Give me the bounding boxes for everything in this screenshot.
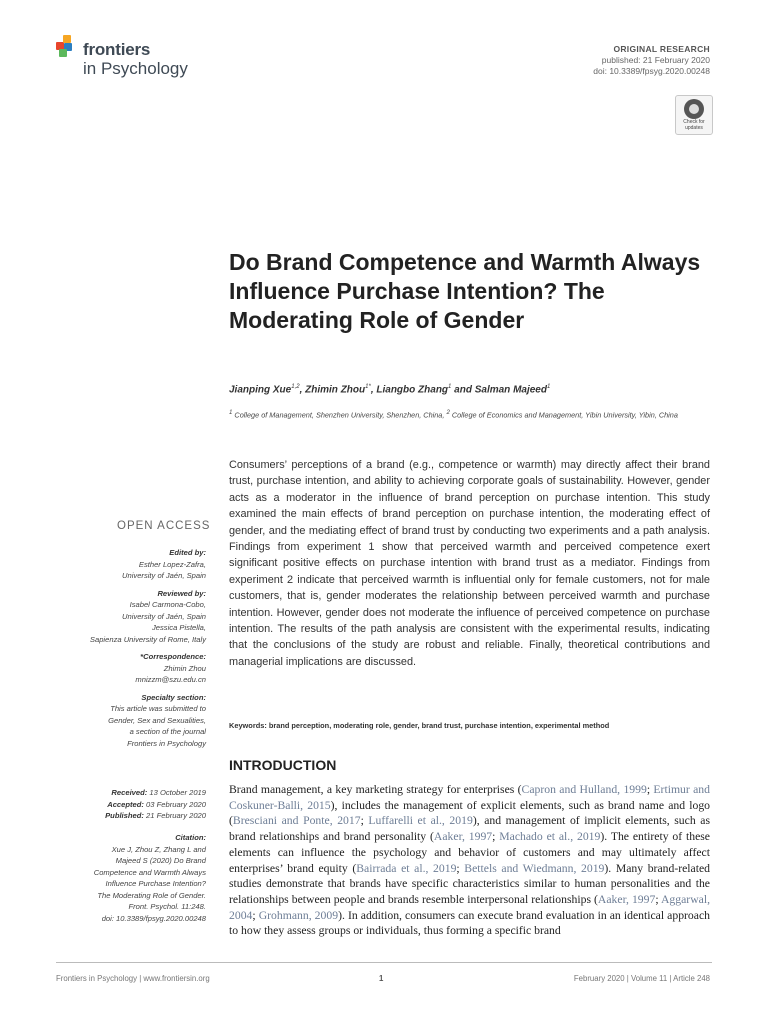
citation-link[interactable]: Machado et al., 2019 xyxy=(499,830,601,844)
specialty-line: Frontiers in Psychology xyxy=(127,738,206,748)
reviewer-name: Isabel Carmona-Cobo, xyxy=(129,600,206,609)
specialty-line: a section of the journal xyxy=(129,727,206,736)
citation-label: Citation: xyxy=(175,833,206,842)
journal-name-line2: in Psychology xyxy=(83,59,188,78)
citation-doi[interactable]: doi: 10.3389/fpsyg.2020.00248 xyxy=(101,913,206,923)
check-updates-icon xyxy=(684,99,704,119)
abstract: Consumers’ perceptions of a brand (e.g., competence or warmth) may directly affect their brand trust, purchase intention, and ability to achieving corporate goals of sustainability. However, gender acts as a moderator in the influence of brand perception on purchase intention. This study examined the main effects of brand perception on purchase intention, the moderating effect of gender, and the mediating effect of brand trust by conducting two experiments and a path analysis. Findings from experiment 1 show that perceived warmth and perceived competence exert significant positive effects on purchase intention with brand trust as a mediator. Findings from experiment 2 indicate that perceived warmth is influential only for female customers, not for male customers, that is, gender moderates the relationship between perceived warmth and purchase intention. However, gender does not moderate the influence of perceived competence on purchase intention. The results of the path analysis are consistent with the experimental results, indicating that the conclusions of the study are robust and reliable. Finally, theoretical contributions and managerial implications are discussed. xyxy=(229,459,710,668)
citation-line: Xue J, Zhou Z, Zhang L and xyxy=(111,844,206,854)
published-date: published: 21 February 2020 xyxy=(601,55,710,65)
body-text: ; xyxy=(456,861,465,875)
citation-link[interactable]: Luffarelli et al., 2019 xyxy=(368,814,473,828)
editorial-sidebar xyxy=(6,547,206,755)
citation-block xyxy=(46,832,206,924)
body-text: ; xyxy=(646,783,654,796)
published-value: 21 February 2020 xyxy=(143,811,206,820)
check-for-updates-button[interactable] xyxy=(675,95,713,135)
correspondence-name: Zhimin Zhou xyxy=(163,663,206,673)
citation-line: Majeed S (2020) Do Brand xyxy=(115,856,206,865)
body-text: ; xyxy=(360,814,369,828)
specialty-line: This article was submitted to xyxy=(110,704,206,713)
author-name[interactable]: Salman Majeed xyxy=(474,384,547,396)
author-affiliation-marker: 1,2 xyxy=(291,384,300,390)
accepted-date xyxy=(6,799,206,811)
reviewer-affiliation: University of Jaén, Spain xyxy=(122,611,206,621)
footer-divider xyxy=(56,962,712,963)
citation-link[interactable]: Grohmann, 2009 xyxy=(258,908,339,922)
editor-affiliation: University of Jaén, Spain xyxy=(122,571,206,580)
citation-link[interactable]: Aaker, 1997 xyxy=(433,830,493,844)
author-list: Jianping Xue$^{1,2}$, Zhimin Zhou$^{1*}$, Liangbo Zhang$^1$ and Salman Majeed$^1$ xyxy=(229,384,551,396)
section-heading-introduction: INTRODUCTION xyxy=(229,757,337,773)
affiliation-text: College of Management, Shenzhen University, Shenzhen, China, xyxy=(232,410,447,420)
reviewer-affiliation: Sapienza University of Rome, Italy xyxy=(89,634,206,644)
specialty-section-label: Specialty section: xyxy=(141,692,206,702)
received-value: 13 October 2019 xyxy=(147,788,206,797)
citation-link[interactable]: Bettels and Wiedmann, 2019 xyxy=(464,861,605,875)
editor-name: Esther Lopez-Zafra, xyxy=(138,559,206,569)
citation-line: Competence and Warmth Always xyxy=(93,867,206,877)
body-text: ), includes the management of explicit elements, such as brand name and logo ( xyxy=(229,798,711,828)
body-text: ). The entirety of these elements can influence the psychology and behavior of customers and may ultimately affect enterprises’ brand equity ( xyxy=(229,830,710,875)
article-type: ORIGINAL RESEARCH xyxy=(613,44,710,54)
body-text: ). In addition, consumers can execute brand evaluation in an identical approach to how they assess groups or individuals, thus forming a specific brand xyxy=(229,908,710,938)
affiliation-marker: 1 xyxy=(229,409,233,416)
correspondence-label: *Correspondence: xyxy=(140,652,206,661)
author-name[interactable]: Liangbo Zhang xyxy=(376,384,449,396)
doi-link[interactable]: doi: 10.3389/fpsyg.2020.00248 xyxy=(593,66,710,76)
correspondence-email[interactable]: mnizzm@szu.edu.cn xyxy=(135,675,206,684)
citation-link[interactable]: Capron and Hulland, 1999 xyxy=(521,783,647,796)
citation-link[interactable]: Aaker, 1997 xyxy=(597,892,656,906)
footer-journal-link[interactable]: Frontiers in Psychology | www.frontiersin.org xyxy=(56,974,210,983)
specialty-line: Gender, Sex and Sexualities, xyxy=(108,715,206,725)
accepted-value: 03 February 2020 xyxy=(143,799,206,809)
body-text: ; xyxy=(655,892,661,906)
citation-line: The Moderating Role of Gender. xyxy=(97,890,206,900)
reviewed-by-label: Reviewed by: xyxy=(157,588,206,598)
footer-issue-info: February 2020 | Volume 11 | Article 248 xyxy=(573,974,710,983)
citation-line: Influence Purchase Intention? xyxy=(105,879,206,888)
keywords: Keywords: brand perception, moderating role, gender, brand trust, purchase intention, experimental method xyxy=(229,721,610,730)
received-label: Received: xyxy=(111,788,148,797)
affiliations xyxy=(229,407,709,421)
introduction-paragraph xyxy=(229,782,710,939)
affiliation-marker: 2 xyxy=(446,409,450,416)
author-affiliation-marker: 1 xyxy=(546,384,551,390)
citation-line: Front. Psychol. 11:248. xyxy=(128,902,206,911)
check-updates-label: Check for updates xyxy=(683,119,705,131)
body-text: Brand management, a key marketing strategy for enterprises ( xyxy=(229,783,522,796)
author-affiliation-marker: 1* xyxy=(365,384,371,390)
citation-link[interactable]: Aggarwal, 2004 xyxy=(229,892,710,922)
published-date-sidebar xyxy=(6,810,206,822)
author-name[interactable]: Jianping Xue xyxy=(229,384,292,396)
article-dates xyxy=(6,787,206,822)
published-label: Published: xyxy=(105,811,144,820)
body-text: ). Many brand-related studies demonstrate that brands have specific characteristics similar to human personalities and the relationships between people and brands resemble interpersonal relationships ( xyxy=(229,861,711,906)
accepted-label: Accepted: xyxy=(107,799,144,809)
open-access-label: OPEN ACCESS xyxy=(117,520,211,532)
body-text: ; xyxy=(252,908,259,922)
frontiers-logo-icon xyxy=(56,35,78,57)
affiliation-text: College of Economics and Management, Yibin University, Yibin, China xyxy=(449,410,678,420)
edited-by-label: Edited by: xyxy=(169,548,206,557)
citation-link[interactable]: Bairrada et al., 2019 xyxy=(356,861,457,875)
author-name[interactable]: Zhimin Zhou xyxy=(305,384,366,396)
received-date xyxy=(6,787,206,799)
article-meta xyxy=(593,44,710,77)
reviewer-name: Jessica Pistella, xyxy=(151,623,206,632)
journal-name-line1: frontiers xyxy=(83,40,151,59)
citation-link[interactable]: Bresciani and Ponte, 2017 xyxy=(232,814,361,828)
body-text: ; xyxy=(492,830,500,844)
journal-logo[interactable] xyxy=(56,35,206,80)
body-text: ), and management of implicit elements, such as brand relationships and brand personality ( xyxy=(229,814,710,844)
citation-link[interactable]: Ertimur and Coskuner-Balli, 2015 xyxy=(229,783,710,812)
page-number: 1 xyxy=(379,974,384,983)
article-title: Do Brand Competence and Warmth Always Influence Purchase Intention? The Moderating Role of Gender xyxy=(229,249,701,333)
author-affiliation-marker: 1 xyxy=(448,384,452,390)
